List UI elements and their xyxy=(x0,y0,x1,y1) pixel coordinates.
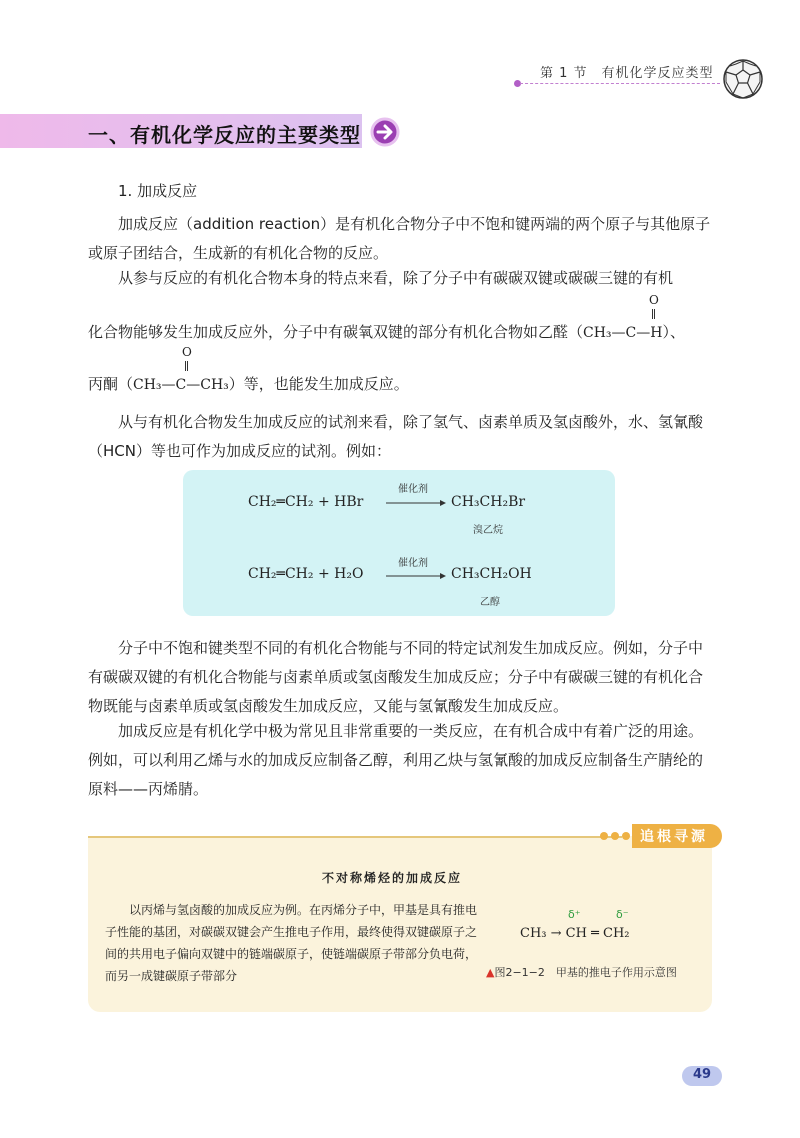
acetone-formula: CH₃—C—CH₃ xyxy=(133,377,229,393)
reaction-2-reactants: CH₂═CH₂ + H₂O xyxy=(248,566,364,582)
page-number: 49 xyxy=(692,1067,712,1082)
reaction-1-arrow xyxy=(386,498,446,508)
reaction-1-product-name: 溴乙烷 xyxy=(473,525,503,536)
source-tag-label: 追根寻源 xyxy=(640,829,708,845)
delta-plus-label: δ⁺ xyxy=(568,908,581,921)
header-divider xyxy=(520,83,720,84)
propene-formula: CH₃ → CH ═ CH₂ xyxy=(520,926,630,941)
acetaldehyde-formula: CH₃—C—H xyxy=(583,325,663,341)
source-box-text: 以丙烯与氢卤酸的加成反应为例。在丙烯分子中，甲基是具有推电子性能的基团，对碳碳双键会产生推电子作用，最终使得双键碳原子之间的共用电子偏向双键中的链端碳原子，使链端碳原子带部分负电荷，而另一成键碳原子带部分 xyxy=(105,903,478,983)
acetaldehyde-oxygen: O xyxy=(649,293,659,307)
tag-dot xyxy=(622,832,630,840)
paragraph-definition: 加成反应（addition reaction）是有机化合物分子中不饱和键两端的两个原子与其他原子或原子团结合，生成新的有机化合物的反应。 xyxy=(88,215,711,262)
reaction-1-reactants: CH₂═CH₂ + HBr xyxy=(248,494,364,510)
paragraph-applications: 加成反应是有机化学中极为常见且非常重要的一类反应，在有机合成中有着广泛的用途。例如，可以利用乙烯与水的加成反应制备乙醇，利用乙炔与氢氰酸的加成反应制备生产腈纶的原料——丙烯腈。 xyxy=(88,722,704,798)
paragraph-substrates-b: 化合物能够发生加成反应外，分子中有碳氧双键的部分有机化合物如乙醛（CH₃—C—H）、 xyxy=(88,323,685,341)
fullerene-icon xyxy=(722,58,764,100)
triangle-icon: ▲ xyxy=(486,966,495,979)
term-addition-reaction: 加成反应 xyxy=(118,215,179,233)
propene-polarization-figure xyxy=(520,908,630,941)
paragraph-substrates-a: 从参与反应的有机化合物本身的特点来看，除了分子中有碳碳双键或碳碳三键的有机 xyxy=(118,269,674,287)
paragraph-specific-reagents: 分子中不饱和键类型不同的有机化合物能与不同的特定试剂发生加成反应。例如，分子中有碳碳双键的有机化合物能与卤素单质或氢卤酸发生加成反应；分子中有碳碳三键的有机化合物既能与卤素单质或氢卤酸发生加成反应，又能与氢氰酸发生加成反应。 xyxy=(88,639,704,715)
arrow-right-icon xyxy=(370,117,400,147)
tag-dot xyxy=(600,832,608,840)
source-box-top-line xyxy=(88,836,622,838)
acetone-oxygen: O xyxy=(182,345,192,359)
paragraph-reagents: 从与有机化合物发生加成反应的试剂来看，除了氢气、卤素单质及氢卤酸外，水、氢氰酸（HCN）等也可作为加成反应的试剂。例如： xyxy=(88,413,704,460)
subsection-title: 1. 加成反应 xyxy=(118,182,198,200)
chapter-header: 第 1 节 有机化学反应类型 xyxy=(540,66,714,81)
tag-dot xyxy=(611,832,619,840)
reaction-2-product-name: 乙醇 xyxy=(480,597,500,608)
reaction-2-arrow xyxy=(386,571,446,581)
reaction-1-product: CH₃CH₂Br xyxy=(451,494,526,510)
figure-caption: ▲图2−1−2 甲基的推电子作用示意图 xyxy=(486,966,677,979)
reaction-2-catalyst: 催化剂 xyxy=(398,558,428,569)
delta-minus-label: δ⁻ xyxy=(616,908,629,921)
section-title: 一、有机化学反应的主要类型 xyxy=(88,123,361,147)
paragraph-substrates-c: 丙酮（CH₃—C—CH₃）等，也能发生加成反应。 xyxy=(88,375,409,393)
source-box-title: 不对称烯烃的加成反应 xyxy=(322,871,463,885)
reaction-2-product: CH₃CH₂OH xyxy=(451,566,532,582)
reaction-1-catalyst: 催化剂 xyxy=(398,484,428,495)
